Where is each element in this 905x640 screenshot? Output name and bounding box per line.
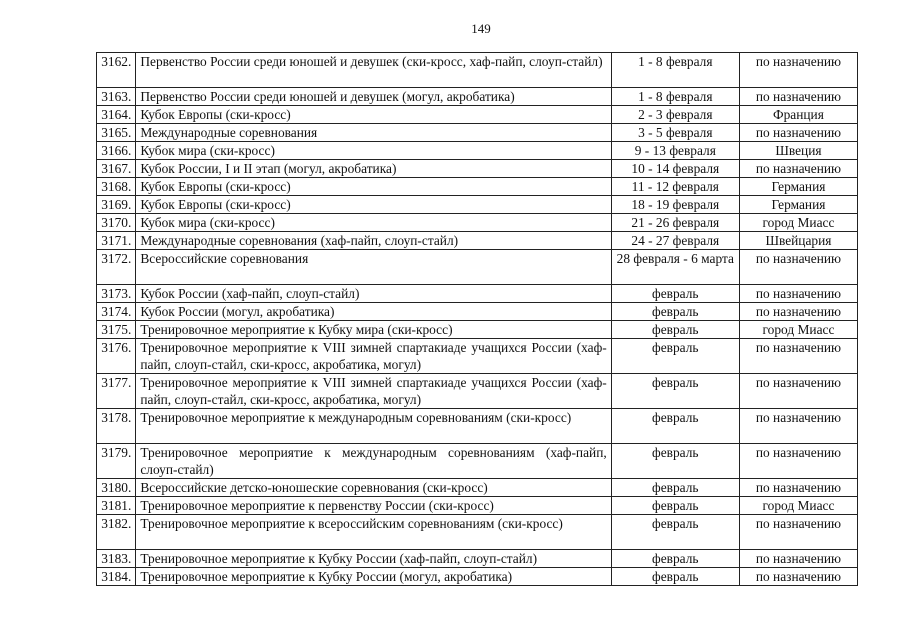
row-number-cell: 3184. [97,568,136,586]
event-name-cell: Кубок России (хаф-пайп, слоуп-стайл) [136,285,611,303]
event-place-cell: по назначению [739,53,857,88]
row-number-cell: 3179. [97,444,136,479]
event-date-cell: 1 - 8 февраля [611,53,739,88]
event-place-cell: Швейцария [739,232,857,250]
event-place-cell: по назначению [739,88,857,106]
event-date-cell: февраль [611,409,739,444]
event-name-cell: Первенство России среди юношей и девушек (могул, акробатика) [136,88,611,106]
table-row [97,106,858,124]
event-place-cell: по назначению [739,568,857,586]
event-place-cell: город Миасс [739,214,857,232]
row-number-cell: 3176. [97,339,136,374]
event-date-cell: февраль [611,339,739,374]
table-row [97,196,858,214]
event-date-cell: 24 - 27 февраля [611,232,739,250]
event-place-cell: по назначению [739,285,857,303]
event-name-cell: Тренировочное мероприятие к VIII зимней спартакиаде учащихся России (хаф-пайп, слоуп-стайл, ски-кросс, акробатика, могул) [136,339,611,374]
table-row [97,444,858,479]
events-table [96,52,858,586]
event-date-cell: февраль [611,479,739,497]
row-number-cell: 3183. [97,550,136,568]
row-number-cell: 3168. [97,178,136,196]
table-row [97,214,858,232]
event-place-cell: по назначению [739,409,857,444]
event-date-cell: февраль [611,303,739,321]
event-place-cell: по назначению [739,250,857,285]
event-place-cell: по назначению [739,339,857,374]
event-name-cell: Кубок мира (ски-кросс) [136,142,611,160]
table-row [97,321,858,339]
event-name-cell: Кубок Европы (ски-кросс) [136,196,611,214]
row-number-cell: 3180. [97,479,136,497]
table-row [97,285,858,303]
row-number-cell: 3163. [97,88,136,106]
event-date-cell: февраль [611,550,739,568]
table-row [97,409,858,444]
event-name-cell: Тренировочное мероприятие к VIII зимней спартакиаде учащихся России (хаф-пайп, слоуп-стайл, ски-кросс, акробатика, могул) [136,374,611,409]
event-name-cell: Международные соревнования (хаф-пайп, слоуп-стайл) [136,232,611,250]
event-place-cell: по назначению [739,444,857,479]
event-date-cell: 11 - 12 февраля [611,178,739,196]
event-place-cell: по назначению [739,550,857,568]
event-date-cell: 9 - 13 февраля [611,142,739,160]
event-date-cell: февраль [611,444,739,479]
events-table-body [97,53,858,586]
page-number: 149 [471,21,491,36]
event-date-cell: 1 - 8 февраля [611,88,739,106]
event-place-cell: Франция [739,106,857,124]
event-place-cell: по назначению [739,374,857,409]
event-date-cell: февраль [611,321,739,339]
row-number-cell: 3172. [97,250,136,285]
event-date-cell: февраль [611,285,739,303]
event-name-cell: Тренировочное мероприятие к международным соревнованиям (хаф-пайп, слоуп-стайл) [136,444,611,479]
event-name-cell: Первенство России среди юношей и девушек (ски-кросс, хаф-пайп, слоуп-стайл) [136,53,611,88]
row-number-cell: 3178. [97,409,136,444]
event-date-cell: февраль [611,568,739,586]
event-name-cell: Тренировочное мероприятие к Кубку России (хаф-пайп, слоуп-стайл) [136,550,611,568]
table-row [97,479,858,497]
event-date-cell: 3 - 5 февраля [611,124,739,142]
event-name-cell: Кубок Европы (ски-кросс) [136,106,611,124]
event-place-cell: Германия [739,196,857,214]
table-row [97,550,858,568]
event-place-cell: по назначению [739,160,857,178]
event-name-cell: Международные соревнования [136,124,611,142]
table-row [97,124,858,142]
row-number-cell: 3164. [97,106,136,124]
row-number-cell: 3169. [97,196,136,214]
table-row [97,178,858,196]
event-date-cell: 28 февраля - 6 марта [611,250,739,285]
table-row [97,232,858,250]
table-row [97,160,858,178]
event-name-cell: Кубок России (могул, акробатика) [136,303,611,321]
event-name-cell: Всероссийские соревнования [136,250,611,285]
event-name-cell: Кубок России, I и II этап (могул, акробатика) [136,160,611,178]
event-name-cell: Кубок мира (ски-кросс) [136,214,611,232]
event-place-cell: город Миасс [739,497,857,515]
event-place-cell: по назначению [739,515,857,550]
event-date-cell: 10 - 14 февраля [611,160,739,178]
table-row [97,497,858,515]
row-number-cell: 3165. [97,124,136,142]
row-number-cell: 3173. [97,285,136,303]
event-name-cell: Всероссийские детско-юношеские соревнования (ски-кросс) [136,479,611,497]
event-date-cell: 2 - 3 февраля [611,106,739,124]
row-number-cell: 3174. [97,303,136,321]
event-name-cell: Кубок Европы (ски-кросс) [136,178,611,196]
row-number-cell: 3171. [97,232,136,250]
row-number-cell: 3177. [97,374,136,409]
row-number-cell: 3181. [97,497,136,515]
row-number-cell: 3162. [97,53,136,88]
event-place-cell: Германия [739,178,857,196]
row-number-cell: 3170. [97,214,136,232]
event-name-cell: Тренировочное мероприятие к международным соревнованиям (ски-кросс) [136,409,611,444]
event-name-cell: Тренировочное мероприятие к Кубку России (могул, акробатика) [136,568,611,586]
table-row [97,142,858,160]
table-row [97,568,858,586]
event-date-cell: 21 - 26 февраля [611,214,739,232]
table-row [97,339,858,374]
row-number-cell: 3182. [97,515,136,550]
row-number-cell: 3167. [97,160,136,178]
event-name-cell: Тренировочное мероприятие к первенству России (ски-кросс) [136,497,611,515]
event-date-cell: февраль [611,515,739,550]
event-date-cell: февраль [611,497,739,515]
row-number-cell: 3175. [97,321,136,339]
event-place-cell: по назначению [739,124,857,142]
event-place-cell: Швеция [739,142,857,160]
event-place-cell: город Миасс [739,321,857,339]
event-place-cell: по назначению [739,303,857,321]
table-row [97,374,858,409]
table-row [97,303,858,321]
event-name-cell: Тренировочное мероприятие к Кубку мира (ски-кросс) [136,321,611,339]
event-date-cell: февраль [611,374,739,409]
event-name-cell: Тренировочное мероприятие к всероссийским соревнованиям (ски-кросс) [136,515,611,550]
table-row [97,515,858,550]
table-row [97,250,858,285]
event-place-cell: по назначению [739,479,857,497]
table-row [97,88,858,106]
event-date-cell: 18 - 19 февраля [611,196,739,214]
row-number-cell: 3166. [97,142,136,160]
table-row [97,53,858,88]
